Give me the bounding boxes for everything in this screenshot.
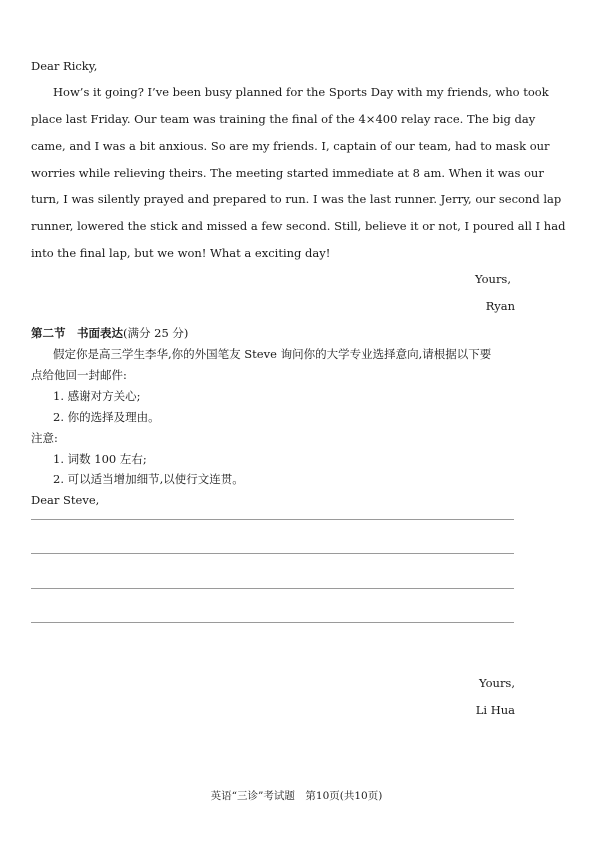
letter-line-6: runner, lowered the stick and missed a few second. Still, believe it or not, I poured all I had (31, 219, 566, 233)
letter-line-4: worries while relieving theirs. The meeting started immediate at 8 am. When it was our (31, 166, 544, 180)
notes-label: 注意: (31, 431, 58, 445)
letter-line-3: came, and I was a bit anxious. So are my friends. I, captain of our team, had to mask our (31, 139, 550, 153)
section-heading: 第二节 书面表达 (31, 326, 123, 340)
answer-salutation: Dear Steve, (31, 493, 100, 507)
prompt-line-2: 点给他回一封邮件: (31, 368, 127, 382)
note-1: 1. 词数 100 左右; (53, 452, 147, 466)
answer-line-2[interactable] (31, 553, 514, 554)
letter-closing: Yours, (475, 272, 511, 286)
note-2: 2. 可以适当增加细节,以使行文连贯。 (53, 472, 244, 486)
answer-line-1[interactable] (31, 519, 514, 520)
letter-signature: Ryan (485, 299, 515, 313)
letter-line-5: turn, I was silently prayed and prepared to run. I was the last runner. Jerry, our second lap (31, 192, 562, 206)
answer-line-3[interactable] (31, 588, 514, 589)
letter-line-2: place last Friday. Our team was training the final of the 4×400 relay race. The big day (31, 112, 536, 126)
prompt-line-1: 假定你是高三学生李华,你的外国笔友 Steve 询问你的大学专业选择意向,请根据以下要 (53, 347, 492, 361)
section-score: (满分 25 分) (123, 326, 189, 340)
section-heading-row (31, 326, 188, 340)
letter-line-1: How’s it going? I’ve been busy planned for the Sports Day with my friends, who took (53, 85, 549, 99)
prompt-point-1: 1. 感谢对方关心; (53, 389, 141, 403)
prompt-point-2: 2. 你的选择及理由。 (53, 410, 160, 424)
page-footer: 英语“三诊”考试题 第10页(共10页) (210, 790, 383, 802)
answer-signature: Li Hua (475, 703, 515, 717)
answer-closing: Yours, (479, 676, 515, 690)
letter-line-7: into the final lap, but we won! What a exciting day! (31, 246, 331, 260)
answer-line-4[interactable] (31, 622, 514, 623)
letter-salutation: Dear Ricky, (31, 59, 98, 73)
